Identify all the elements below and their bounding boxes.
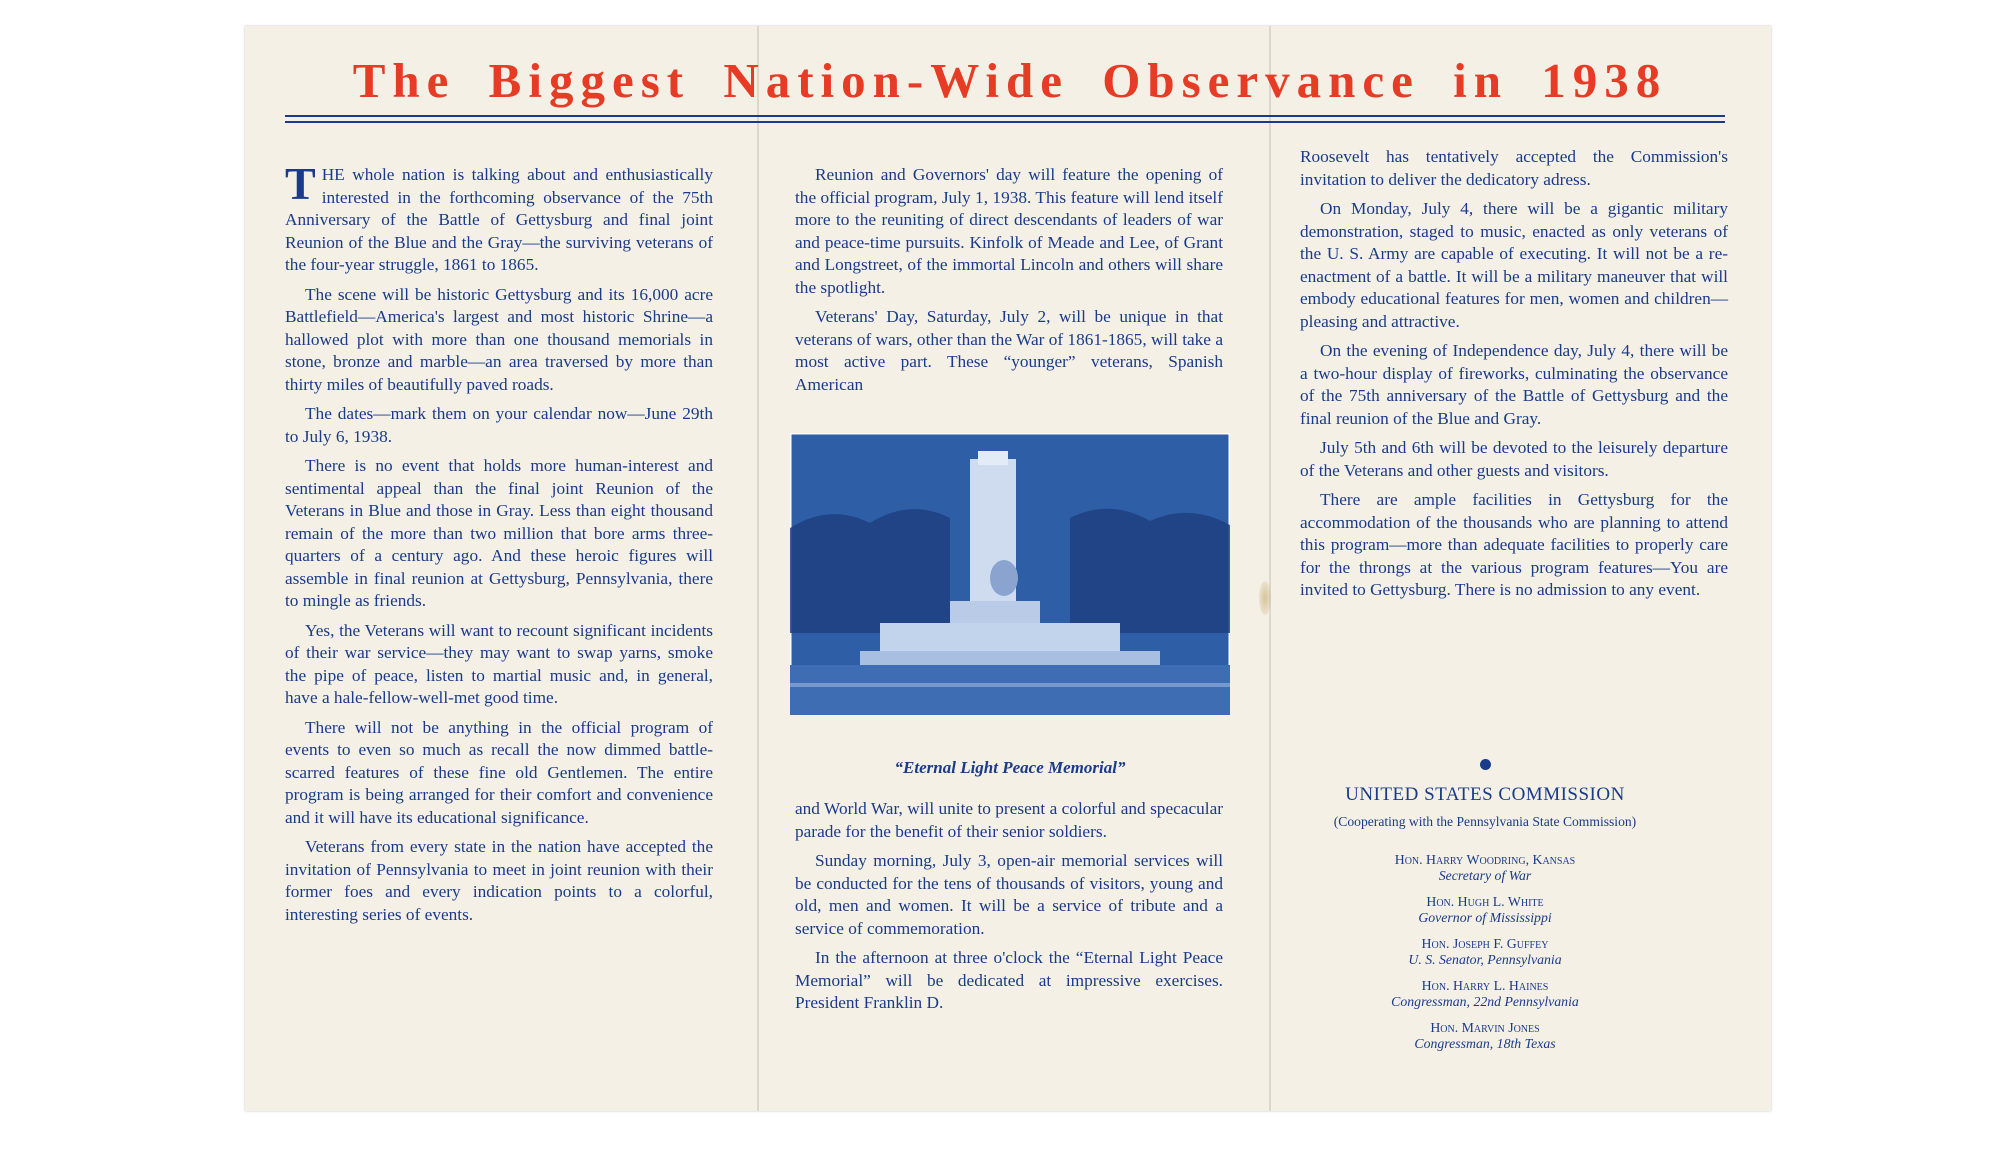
- dropcap: T: [285, 158, 316, 209]
- paragraph: Veterans' Day, Saturday, July 2, will be unique in that veterans of wars, other than the War of 1861-1865, will take a most active part. These “younger” veterans, Spanish American: [795, 307, 1223, 394]
- commission-subtitle: (Cooperating with the Pennsylvania State Commission): [1333, 814, 1637, 829]
- paragraph: The scene will be historic Gettysburg and its 16,000 acre Battlefield—America's largest and most historic Shrine—a hallowed plot with more than one thousand memorials in stone, bronze and marble—an area traversed by more than thirty miles of beautifully paved roads.: [285, 284, 713, 394]
- memorial-photo: [790, 433, 1230, 715]
- continuation-paragraph: and World War, will unite to present a colorful and specacular parade for the benefit of their senior soldiers.: [795, 799, 1223, 841]
- continuation-paragraph: Roosevelt has tentatively accepted the Commission's invitation to deliver the dedicatory adress.: [1300, 147, 1728, 189]
- photo-caption: “Eternal Light Peace Memorial”: [894, 758, 1126, 777]
- commission-member: [1265, 894, 1705, 926]
- member-name: Hon. Hugh L. White: [1426, 894, 1544, 909]
- paragraph: There is no event that holds more human-interest and sentimental appeal than the final joint Reunion of the Veterans in Blue and those in Gray. Less than eight thousand remain of the more than two million that bore arms three-quarters of a century ago. And these heroic figures will assemble in final reunion at Gettysburg, Pennsylvania, there to mingle as friends.: [285, 456, 713, 610]
- paper-stain: [1259, 581, 1271, 615]
- commission-member: [1265, 978, 1705, 1010]
- paragraph: Reunion and Governors' day will feature the opening of the official program, July 1, 1938. This feature will lend itself more to the reuniting of direct descendants of leaders of war and peace-time pursuits. Kinfolk of Meade and Lee, of Grant and Longstreet, of the immortal Lincoln and others will share the spotlight.: [795, 165, 1223, 297]
- member-title: Congressman, 18th Texas: [1414, 1036, 1556, 1051]
- paragraph: On Monday, July 4, there will be a gigantic military demonstration, staged to music, enacted as only veterans of the U. S. Army are capable of executing. It will not be a re-enactment of a battle. It will be a military maneuver that will embody educational features for men, women and children—pleasing and attractive.: [1300, 199, 1728, 331]
- intro-paragraph: [285, 158, 713, 277]
- member-title: Congressman, 22nd Pennsylvania: [1391, 994, 1579, 1009]
- member-name: Hon. Marvin Jones: [1430, 1020, 1540, 1035]
- member-name: Hon. Harry L. Haines: [1421, 978, 1549, 993]
- memorial-photo-illustration: [790, 433, 1230, 715]
- headline-rule-bottom: [285, 121, 1725, 123]
- column-2-bottom: [795, 798, 1223, 1022]
- paragraph: There are ample facilities in Gettysburg for the accommodation of the thousands who are planning to attend this program—more than adequate facilities to properly care for the throngs at the various program features—You are invited to Gettysburg. There is no admission to any event.: [1300, 490, 1728, 599]
- column-1: [285, 158, 713, 933]
- fold-line-left: [757, 26, 759, 1111]
- commission-member: [1265, 852, 1705, 884]
- headline: The Biggest Nation-Wide Observance in 1938: [352, 53, 1668, 108]
- member-title: Secretary of War: [1438, 868, 1532, 883]
- commission-member: [1265, 1020, 1705, 1052]
- bullet-dot: [1480, 759, 1491, 770]
- commission-block: [1265, 759, 1705, 1062]
- member-title: Governor of Mississippi: [1418, 910, 1552, 925]
- paragraph: There will not be anything in the official program of events to even so much as recall the now dimmed battle-scarred features of these fine old Gentlemen. The entire program is being arranged for their comfort and convenience and it will have its educational significance.: [285, 717, 713, 827]
- member-title: U. S. Senator, Pennsylvania: [1408, 952, 1562, 967]
- column-2-top: [795, 164, 1223, 403]
- commission-title: UNITED STATES COMMISSION: [1345, 784, 1625, 805]
- member-name: Hon. Harry Woodring, Kansas: [1394, 852, 1576, 867]
- headline-rule-top: [285, 115, 1725, 117]
- paragraph: In the afternoon at three o'clock the “Eternal Light Peace Memorial” will be dedicated at impressive exercises. President Franklin D.: [795, 948, 1223, 1012]
- column-3: [1300, 146, 1728, 609]
- paragraph: The dates—mark them on your calendar now—June 29th to July 6, 1938.: [285, 404, 713, 446]
- commission-member: [1265, 936, 1705, 968]
- paragraph: On the evening of Independence day, July 4, there will be a two-hour display of fireworks, culminating the observance of the 75th anniversary of the Battle of Gettysburg and the final reunion of the Blue and Gray.: [1300, 341, 1728, 428]
- paragraph: Yes, the Veterans will want to recount significant incidents of their war service—they may want to swap yarns, smoke the pipe of peace, listen to martial music and, in general, have a hale-fellow-well-met good time.: [285, 620, 713, 707]
- intro-text: HE whole nation is talking about and enthusiastically interested in the forthcoming observance of the 75th Anniversary of the Battle of Gettysburg and final joint Reunion of the Blue and the Gray—the surviving veterans of the four-year struggle, 1861 to 1865.: [285, 165, 713, 274]
- paragraph: Sunday morning, July 3, open-air memorial services will be conducted for the tens of thousands of visitors, young and old, men and women. It will be a service of tribute and a service of commemoration.: [795, 851, 1223, 938]
- paragraph: July 5th and 6th will be devoted to the leisurely departure of the Veterans and other guests and visitors.: [1300, 438, 1728, 480]
- member-name: Hon. Joseph F. Guffey: [1421, 936, 1549, 951]
- brochure-sheet: [245, 26, 1771, 1111]
- paragraph: Veterans from every state in the nation have accepted the invitation of Pennsylvania to meet in joint reunion with their former foes and every indication points to a colorful, interesting series of events.: [285, 837, 713, 924]
